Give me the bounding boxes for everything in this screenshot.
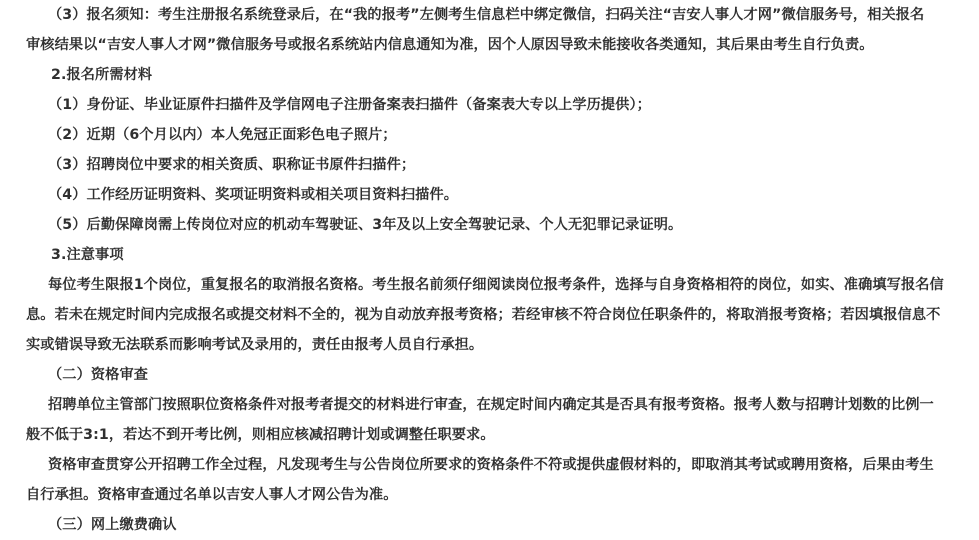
heading-notes: 3.注意事项	[51, 247, 124, 263]
paragraph-notes-line2: 息。若未在规定时间内完成报名或提交材料不全的，视为自动放弃报考资格；若经审核不符合岗位任职条件的，将取消报考资格；若因填报信息不	[26, 307, 941, 323]
paragraph-review-2-line2: 自行承担。资格审查通过名单以吉安人事人才网公告为准。	[26, 487, 398, 503]
paragraph-registration-notice-line1: （3）报名须知：考生注册报名系统登录后，在“我的报考”左侧考生信息栏中绑定微信，扫码关注“吉安人事人才网”微信服务号，相关报名	[48, 7, 925, 23]
material-item-2: （2）近期（6个月以内）本人免冠正面彩色电子照片；	[48, 127, 397, 143]
paragraph-registration-notice-line2: 审核结果以“吉安人事人才网”微信服务号或报名系统站内信息通知为准，因个人原因导致未能接收各类通知，其后果由考生自行负责。	[26, 37, 874, 53]
paragraph-notes-line3: 实或错误导致无法联系而影响考试及录用的，责任由报考人员自行承担。	[26, 337, 484, 353]
material-item-5: （5）后勤保障岗需上传岗位对应的机动车驾驶证、3年及以上安全驾驶记录、个人无犯罪记录证明。	[48, 217, 683, 233]
paragraph-review-1-line2: 般不低于3:1，若达不到开考比例，则相应核减招聘计划或调整任职要求。	[26, 427, 495, 443]
material-item-1: （1）身份证、毕业证原件扫描件及学信网电子注册备案表扫描件（备案表大专以上学历提供）；	[48, 97, 651, 113]
paragraph-review-1-line1: 招聘单位主管部门按照职位资格条件对报考者提交的材料进行审查，在规定时间内确定其是否具有报考资格。报考人数与招聘计划数的比例一	[48, 397, 934, 413]
heading-required-materials: 2.报名所需材料	[51, 67, 153, 83]
heading-qualification-review: （二）资格审查	[48, 367, 149, 383]
material-item-4: （4）工作经历证明资料、奖项证明资料或相关项目资料扫描件。	[48, 187, 459, 203]
heading-online-payment: （三）网上缴费确认	[48, 517, 177, 533]
paragraph-notes-line1: 每位考生限报1个岗位，重复报名的取消报名资格。考生报名前须仔细阅读岗位报考条件，选择与自身资格相符的岗位，如实、准确填写报名信	[48, 277, 944, 293]
paragraph-review-2-line1: 资格审查贯穿公开招聘工作全过程，凡发现考生与公告岗位所要求的资格条件不符或提供虚假材料的，即取消其考试或聘用资格，后果由考生	[48, 457, 934, 473]
material-item-3: （3）招聘岗位中要求的相关资质、职称证书原件扫描件；	[48, 157, 416, 173]
